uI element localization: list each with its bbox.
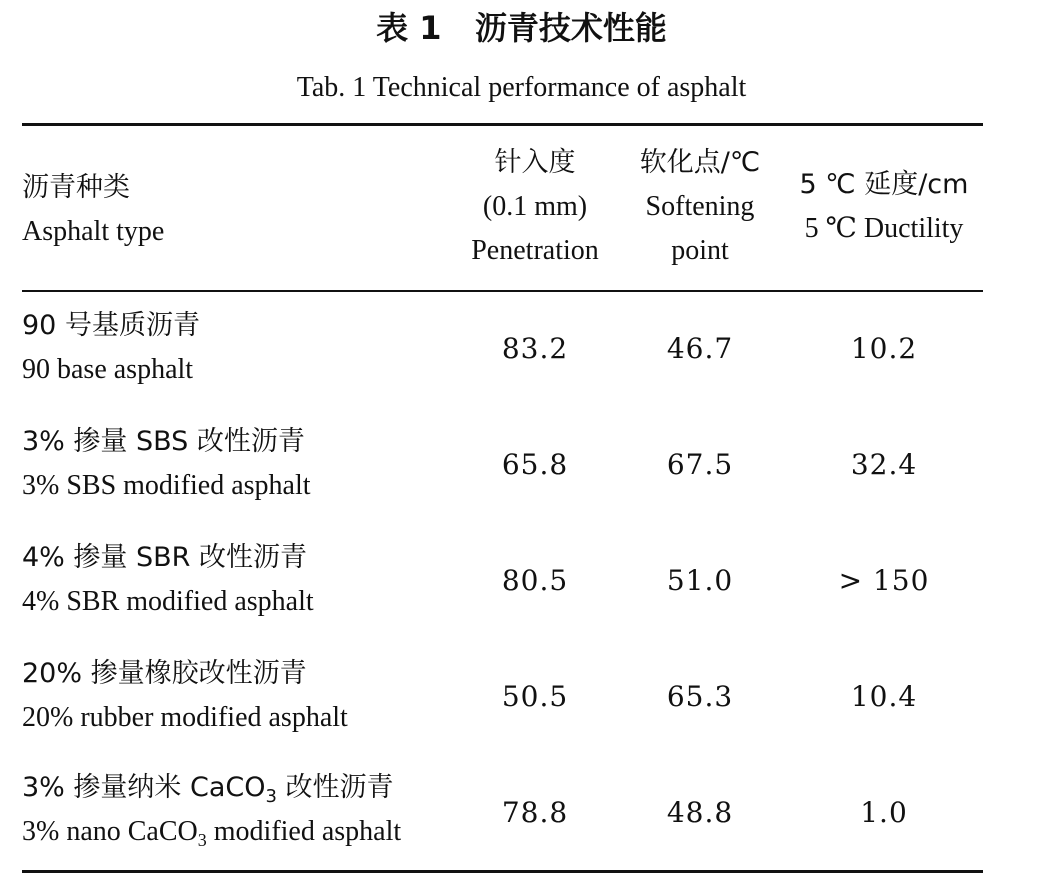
cell-ductility: 32.4 — [850, 448, 918, 481]
table-title-english: Tab. 1 Technical performance of asphalt — [296, 72, 747, 103]
table-bottom-rule — [22, 870, 983, 873]
header-penetration-unit: (0.1 mm) — [482, 191, 588, 222]
row-type-cn — [22, 766, 401, 810]
row-type-en-subscript: 3 — [197, 830, 207, 850]
row-type-cn: 3% 掺量 SBS 改性沥青 — [22, 426, 305, 457]
cell-penetration: 50.5 — [501, 680, 569, 713]
row-type-en: 20% rubber modified asphalt — [22, 702, 348, 733]
header-softening-point — [620, 141, 780, 273]
row-type-en: 3% SBS modified asphalt — [22, 470, 311, 501]
cell-ductility: 10.4 — [850, 680, 918, 713]
cell-softening-point: 67.5 — [666, 448, 734, 481]
table-row-label — [22, 536, 314, 624]
header-softening-cn: 软化点/℃ — [639, 147, 761, 178]
header-penetration-cn: 针入度 — [494, 147, 576, 178]
row-type-en: 90 base asphalt — [22, 354, 194, 385]
header-penetration-en: Penetration — [471, 235, 599, 266]
row-type-cn: 20% 掺量橡胶改性沥青 — [22, 658, 307, 689]
cell-penetration: 80.5 — [501, 564, 569, 597]
cell-softening-point: 51.0 — [666, 564, 734, 597]
header-asphalt-type-cn: 沥青种类 — [22, 172, 130, 203]
row-type-cn: 90 号基质沥青 — [22, 310, 200, 341]
row-type-en: 4% SBR modified asphalt — [22, 586, 314, 617]
header-ductility-en: 5 ℃ Ductility — [804, 213, 964, 244]
header-ductility-cn: 5 ℃ 延度/cm — [799, 169, 969, 200]
cell-ductility: > 150 — [838, 564, 930, 597]
row-type-cn-suffix: 改性沥青 — [276, 772, 394, 803]
table-row-label — [22, 652, 348, 740]
row-type-cn: 4% 掺量 SBR 改性沥青 — [22, 542, 308, 573]
table-top-rule — [22, 123, 983, 126]
cell-penetration: 83.2 — [501, 332, 569, 365]
cell-softening-point: 65.3 — [666, 680, 734, 713]
table-row-label — [22, 420, 311, 508]
table-row-label — [22, 766, 401, 854]
header-asphalt-type-en: Asphalt type — [22, 216, 165, 247]
row-type-en-prefix: 3% nano CaCO — [22, 816, 198, 847]
row-type-en-suffix: modified asphalt — [206, 816, 402, 847]
table-title-chinese: 表 1 沥青技术性能 — [376, 9, 667, 47]
table-header-rule — [22, 290, 983, 292]
row-type-cn-prefix: 3% 掺量纳米 CaCO — [22, 772, 266, 803]
cell-ductility: 1.0 — [860, 796, 908, 829]
cell-softening-point: 48.8 — [666, 796, 734, 829]
cell-softening-point: 46.7 — [666, 332, 734, 365]
cell-penetration: 78.8 — [501, 796, 569, 829]
header-softening-en-2: point — [671, 235, 729, 266]
row-type-cn-subscript: 3 — [265, 786, 277, 807]
table-row-label — [22, 304, 200, 392]
header-softening-en-1: Softening — [645, 191, 755, 222]
header-penetration — [455, 141, 615, 273]
cell-ductility: 10.2 — [850, 332, 918, 365]
cell-penetration: 65.8 — [501, 448, 569, 481]
header-ductility — [785, 163, 983, 251]
row-type-en — [22, 810, 401, 854]
header-asphalt-type — [22, 166, 164, 254]
